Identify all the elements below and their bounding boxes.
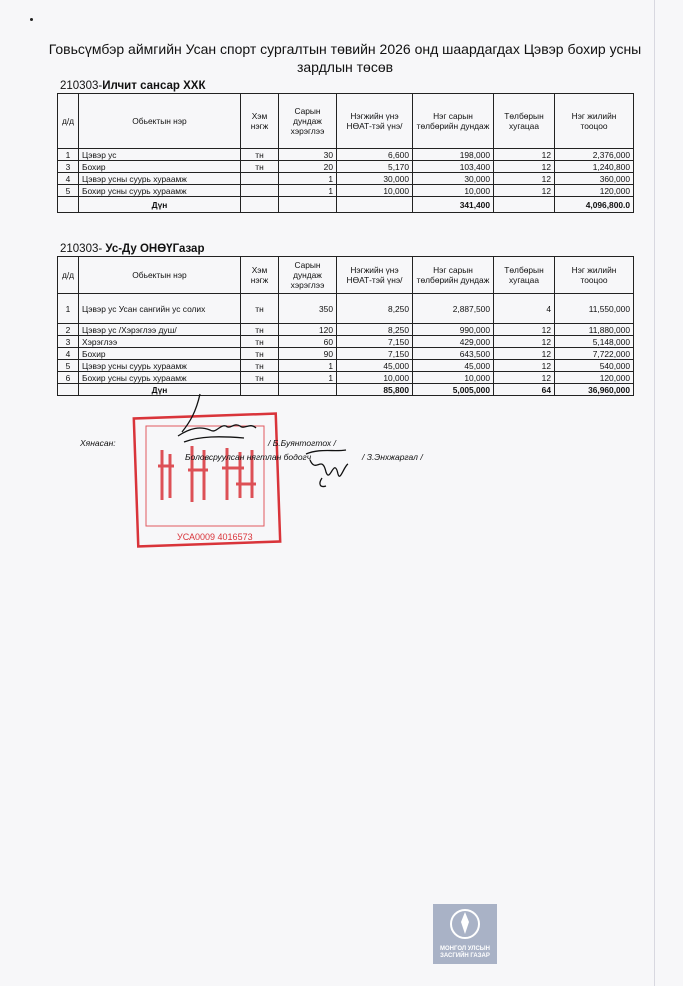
table-cell: 11,550,000	[555, 294, 634, 324]
table-cell: 7,722,000	[555, 348, 634, 360]
table-cell: 12	[494, 161, 555, 173]
column-header: Нэг сарын төлбөрийн дундаж	[413, 257, 494, 294]
table-cell: Бохир	[79, 348, 241, 360]
table-cell: 1	[58, 294, 79, 324]
table-cell: 103,400	[413, 161, 494, 173]
table-row	[58, 161, 634, 173]
table-cell: 1	[279, 185, 337, 197]
table-cell: 5	[58, 360, 79, 372]
table-cell: 4	[58, 173, 79, 185]
total-cell: 341,400	[413, 197, 494, 213]
table-cell: Бохир	[79, 161, 241, 173]
total-cell	[58, 197, 79, 213]
column-header: Обьектын нэр	[79, 94, 241, 149]
column-header: Хэм нэгж	[241, 94, 279, 149]
table-cell: 12	[494, 149, 555, 161]
table-cell: 12	[494, 173, 555, 185]
table-cell: 30	[279, 149, 337, 161]
table-cell	[241, 185, 279, 197]
table-row	[58, 294, 634, 324]
table-cell: Цэвэр усны суурь хураамж	[79, 173, 241, 185]
table-cell: Бохир усны суурь хураамж	[79, 185, 241, 197]
table-cell: 350	[279, 294, 337, 324]
table-cell: 30,000	[337, 173, 413, 185]
table-cell: тн	[241, 372, 279, 384]
table-cell: 1	[58, 149, 79, 161]
total-cell: 36,960,000	[555, 384, 634, 396]
table-row	[58, 360, 634, 372]
table-cell: 45,000	[413, 360, 494, 372]
table-cell: 2	[58, 324, 79, 336]
emblem-line2: ЗАСГИЙН ГАЗАР	[440, 953, 490, 959]
total-cell: 85,800	[337, 384, 413, 396]
table-cell: 12	[494, 360, 555, 372]
column-header: д/д	[58, 257, 79, 294]
table-row	[58, 348, 634, 360]
table-cell: 8,250	[337, 294, 413, 324]
table-cell: 1	[279, 360, 337, 372]
column-header: Нэг жилийн тооцоо	[555, 257, 634, 294]
total-cell: Дүн	[79, 197, 241, 213]
table-cell: 2,887,500	[413, 294, 494, 324]
column-header: Нэгжийн үнэ НӨАТ-тэй үнэ/	[337, 257, 413, 294]
document-title: Говьсүмбэр аймгийн Усан спорт сургалтын төвийн 2026 онд шаардагдах Цэвэр бохир усны зардлын төсөв	[48, 41, 642, 75]
table-cell: 11,880,000	[555, 324, 634, 336]
table-cell: 2,376,000	[555, 149, 634, 161]
table-cell: 6,600	[337, 149, 413, 161]
table-cell: 12	[494, 336, 555, 348]
signer2-name: / З.Энхжаргал /	[362, 452, 423, 462]
table-cell: 120,000	[555, 185, 634, 197]
total-cell: 5,005,000	[413, 384, 494, 396]
table-cell: 198,000	[413, 149, 494, 161]
table-cell: 120	[279, 324, 337, 336]
total-cell: 4,096,800.0	[555, 197, 634, 213]
emblem-line1: МОНГОЛ УЛСЫН	[440, 946, 490, 952]
table-cell: 5,148,000	[555, 336, 634, 348]
table-cell: 10,000	[413, 185, 494, 197]
table-cell: 1	[279, 372, 337, 384]
table-cell: Цэвэр ус Усан сангийн ус солих	[79, 294, 241, 324]
total-cell: 64	[494, 384, 555, 396]
table-cell: Цэвэр ус	[79, 149, 241, 161]
signature-2	[300, 444, 360, 490]
checked-label: Хянасан:	[80, 438, 116, 448]
total-cell	[241, 197, 279, 213]
speck	[30, 18, 33, 21]
total-row	[58, 384, 634, 396]
table-cell: 4	[58, 348, 79, 360]
table-cell: 540,000	[555, 360, 634, 372]
table-cell: 643,500	[413, 348, 494, 360]
column-header: Нэгжийн үнэ НӨАТ-тэй үнэ/	[337, 94, 413, 149]
table-cell: 30,000	[413, 173, 494, 185]
section1-heading	[60, 80, 205, 92]
table-cell: тн	[241, 294, 279, 324]
table-row	[58, 324, 634, 336]
total-cell	[58, 384, 79, 396]
table-cell: 90	[279, 348, 337, 360]
table-cell: 3	[58, 336, 79, 348]
table-cell: 360,000	[555, 173, 634, 185]
section1-name: Илчит сансар ХХК	[102, 80, 206, 92]
column-header: Сарын дундаж хэрэглээ	[279, 94, 337, 149]
table-cell: 20	[279, 161, 337, 173]
table-cell: 5,170	[337, 161, 413, 173]
column-header: Төлбөрын хугацаа	[494, 257, 555, 294]
section2-table	[57, 256, 634, 396]
table-cell: тн	[241, 348, 279, 360]
table-cell: 1,240,800	[555, 161, 634, 173]
section2-heading	[60, 243, 204, 255]
table-cell: тн	[241, 336, 279, 348]
table-cell: 4	[494, 294, 555, 324]
total-cell	[494, 197, 555, 213]
total-cell: Дүн	[79, 384, 241, 396]
table-cell: 10,000	[413, 372, 494, 384]
total-cell	[279, 384, 337, 396]
table-row	[58, 336, 634, 348]
role2-label: Боловсруулсан нягтлан бодогч	[185, 452, 312, 462]
table-cell: 10,000	[337, 185, 413, 197]
table-cell	[241, 173, 279, 185]
column-header: Төлбөрын хугацаа	[494, 94, 555, 149]
column-header: Нэг сарын төлбөрийн дундаж	[413, 94, 494, 149]
section2-code: 210303-	[60, 243, 106, 255]
table-cell: 120,000	[555, 372, 634, 384]
section1-table	[57, 93, 634, 213]
table-cell: 990,000	[413, 324, 494, 336]
table-cell: 8,250	[337, 324, 413, 336]
table-cell: 45,000	[337, 360, 413, 372]
government-emblem	[433, 904, 497, 964]
table-cell: 12	[494, 185, 555, 197]
stamp-number: УСА0009 4016573	[177, 532, 253, 542]
table-cell: 7,150	[337, 336, 413, 348]
column-header: д/д	[58, 94, 79, 149]
table-cell: Бохир усны суурь хураамж	[79, 372, 241, 384]
column-header: Обьектын нэр	[79, 257, 241, 294]
table-cell: 1	[279, 173, 337, 185]
table-cell: тн	[241, 360, 279, 372]
total-cell	[279, 197, 337, 213]
table-cell: тн	[241, 149, 279, 161]
table-row	[58, 185, 634, 197]
column-header: Нэг жилийн тооцоо	[555, 94, 634, 149]
table-cell: Цэвэр ус /Хэрэглээ душ/	[79, 324, 241, 336]
table-cell: 6	[58, 372, 79, 384]
signer1-name: / Б.Буянтогтох /	[268, 438, 336, 448]
table-cell: 5	[58, 185, 79, 197]
table-cell: Хэрэглээ	[79, 336, 241, 348]
table-cell: 3	[58, 161, 79, 173]
signature-1	[170, 392, 270, 462]
total-cell	[337, 197, 413, 213]
table-row	[58, 372, 634, 384]
table-cell: Цэвэр усны суурь хураамж	[79, 360, 241, 372]
table-cell: 12	[494, 324, 555, 336]
table-cell: 12	[494, 372, 555, 384]
table-cell: 10,000	[337, 372, 413, 384]
table-row	[58, 173, 634, 185]
column-header: Сарын дундаж хэрэглээ	[279, 257, 337, 294]
total-row	[58, 197, 634, 213]
column-header: Хэм нэгж	[241, 257, 279, 294]
table-cell: 12	[494, 348, 555, 360]
table-cell: тн	[241, 161, 279, 173]
emblem-icon	[433, 904, 497, 944]
section1-code: 210303-	[60, 80, 103, 92]
section2-name: Ус-Ду ОНӨҮГазар	[105, 243, 205, 255]
table-cell: 7,150	[337, 348, 413, 360]
page-edge-line	[654, 0, 655, 986]
table-row	[58, 149, 634, 161]
table-cell: 429,000	[413, 336, 494, 348]
table-cell: 60	[279, 336, 337, 348]
table-cell: тн	[241, 324, 279, 336]
